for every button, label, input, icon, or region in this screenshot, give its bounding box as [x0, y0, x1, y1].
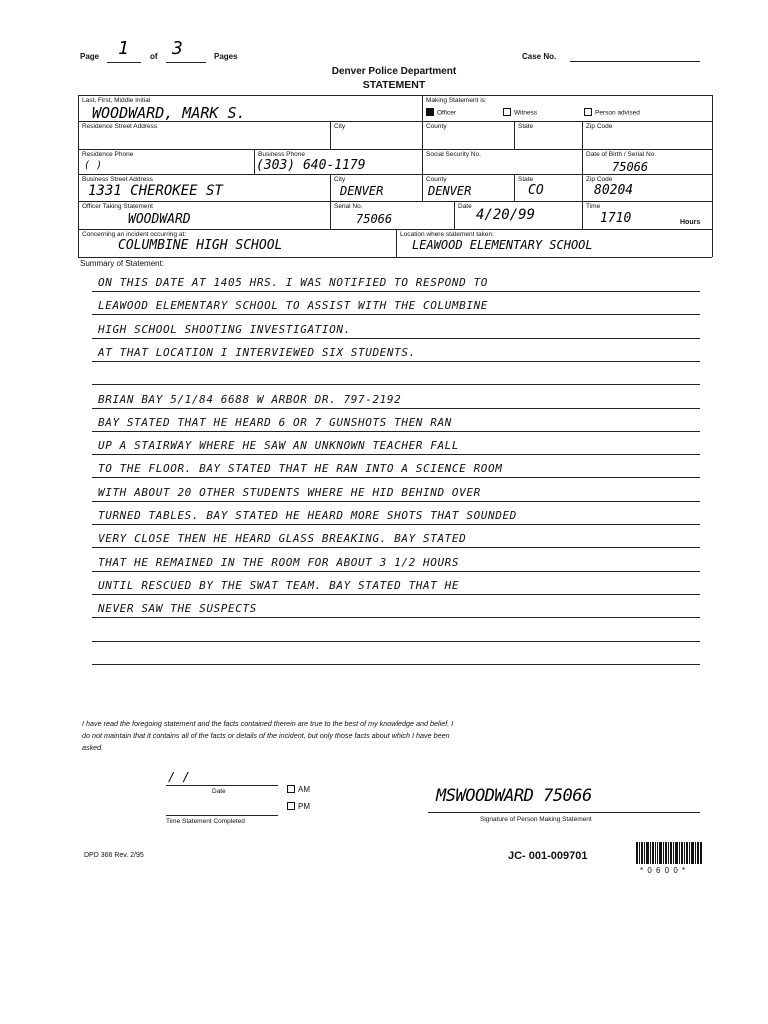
person-advised-checkbox[interactable] — [584, 108, 592, 116]
summary-text-line: LEAWOOD ELEMENTARY SCHOOL TO ASSIST WITH THE COLUMBINE — [98, 299, 489, 312]
case-no-line — [570, 61, 700, 62]
option-person-advised[interactable]: Person advised — [584, 109, 640, 117]
signature-line — [428, 812, 700, 813]
total-pages-value: 3 — [172, 38, 183, 59]
summary-text-line: ON THIS DATE AT 1405 HRS. I WAS NOTIFIED TO RESPOND TO — [98, 276, 489, 289]
officer-value: WOODWARD — [128, 212, 191, 227]
time-label: Time — [586, 203, 601, 210]
business-zip-label: Zip Code — [586, 176, 613, 183]
department-name: Denver Police Department — [331, 66, 457, 77]
time-completed-line — [166, 815, 278, 816]
serial-label: Serial No. — [334, 203, 363, 210]
attestation-text: I have read the foregoing statement and the facts contained therein are true to the best of my knowledge and belief. I do not maintain that it contains all of the facts or details of the incident, but only those facts about which I have been asked. — [82, 719, 454, 752]
concerning-value: COLUMBINE HIGH SCHOOL — [118, 238, 283, 253]
county-label: County — [426, 123, 447, 130]
am-option[interactable]: AM — [287, 786, 310, 794]
business-phone-value: (303) 640-1179 — [256, 158, 366, 173]
pm-checkbox[interactable] — [287, 802, 295, 810]
summary-text-line: BAY STATED THAT HE HEARD 6 OR 7 GUNSHOTS THEN RAN — [98, 416, 452, 429]
summary-text-line: HIGH SCHOOL SHOOTING INVESTIGATION. — [98, 323, 351, 336]
making-statement-label: Making Statement is: — [426, 97, 487, 104]
barcode — [636, 842, 702, 864]
summary-rule-line — [92, 547, 700, 548]
summary-rule-line — [92, 524, 700, 525]
summary-rule-line — [92, 361, 700, 362]
officer-label: Officer Taking Statement — [82, 203, 153, 210]
city-label: City — [334, 123, 346, 130]
signature-label: Signature of Person Making Statement — [480, 816, 592, 823]
summary-rule-line — [92, 454, 700, 455]
officer-checkbox[interactable] — [426, 108, 434, 116]
business-state-value: CO — [528, 183, 544, 198]
location-label: Location where statement taken: — [400, 231, 494, 238]
total-pages-line — [166, 62, 206, 63]
form-bottom-border — [78, 257, 712, 258]
serial-value: 75066 — [356, 212, 393, 226]
footer-date-label: Date — [212, 788, 226, 795]
summary-rule-line — [92, 501, 700, 502]
barcode-graphic — [636, 842, 702, 864]
summary-rule-line — [92, 338, 700, 339]
business-city-value: DENVER — [340, 184, 384, 198]
date-value: 4/20/99 — [476, 207, 536, 223]
summary-rule-line — [92, 431, 700, 432]
option-witness[interactable]: Witness — [503, 109, 537, 117]
date-blank: / / — [168, 770, 190, 784]
page-number-value: 1 — [118, 38, 129, 59]
state-label: State — [518, 123, 534, 130]
summary-rule-line — [92, 477, 700, 478]
summary-text-line: BRIAN BAY 5/1/84 6688 W ARBOR DR. 797-2192 — [98, 393, 402, 406]
summary-text-line: TO THE FLOOR. BAY STATED THAT HE RAN INTO A SCIENCE ROOM — [98, 462, 503, 475]
summary-text-line: UNTIL RESCUED BY THE SWAT TEAM. BAY STATED THAT HE — [98, 579, 460, 592]
date-line — [166, 785, 278, 786]
time-value: 1710 — [600, 211, 632, 226]
concerning-label: Concerning an incident occurring at: — [82, 231, 187, 238]
summary-text-line: UP A STAIRWAY WHERE HE SAW AN UNKNOWN TEACHER FALL — [98, 439, 460, 452]
business-state-label: State — [518, 176, 534, 183]
summary-rule-line — [92, 314, 700, 315]
name-label: Last, First, Middle Initial — [82, 97, 151, 104]
residence-phone-label: Residence Phone — [82, 151, 134, 158]
business-county-value: DENVER — [428, 184, 472, 198]
summary-rule-line — [92, 291, 700, 292]
business-address-value: 1331 CHEROKEE ST — [88, 183, 223, 199]
summary-rule-line — [92, 384, 700, 385]
witness-checkbox[interactable] — [503, 108, 511, 116]
document-id: JC- 001-009701 — [508, 850, 588, 862]
name-value: WOODWARD, MARK S. — [92, 104, 246, 122]
pages-label: Pages — [214, 52, 238, 61]
hours-label: Hours — [680, 219, 701, 226]
location-value: LEAWOOD ELEMENTARY SCHOOL — [412, 238, 593, 252]
business-county-label: County — [426, 176, 447, 183]
ssn-label: Social Security No. — [426, 151, 481, 158]
summary-rule-line — [92, 408, 700, 409]
pm-option[interactable]: PM — [287, 803, 310, 811]
business-address-label: Business Street Address — [82, 176, 153, 183]
signature: MSWOODWARD 75066 — [436, 786, 592, 806]
case-no-label: Case No. — [522, 52, 557, 61]
time-completed-label: Time Statement Completed — [166, 818, 245, 825]
summary-text-line: WITH ABOUT 20 OTHER STUDENTS WHERE HE HID BEHIND OVER — [98, 486, 481, 499]
summary-text-line: VERY CLOSE THEN HE HEARD GLASS BREAKING. BAY STATED — [98, 532, 467, 545]
business-city-label: City — [334, 176, 346, 183]
business-phone-label: Business Phone — [258, 151, 305, 158]
summary-rule-line — [92, 594, 700, 595]
option-officer[interactable]: Officer — [426, 109, 456, 117]
summary-text-line: AT THAT LOCATION I INTERVIEWED SIX STUDENTS. — [98, 346, 416, 359]
summary-text-line: NEVER SAW THE SUSPECTS — [98, 602, 257, 615]
of-label: of — [150, 52, 158, 61]
summary-rule-line — [92, 571, 700, 572]
summary-rule-line — [92, 617, 700, 618]
page-number-line — [107, 62, 141, 63]
form-title: STATEMENT — [362, 79, 426, 91]
summary-rule-line — [92, 641, 700, 642]
form-number: DPD 366 Rev. 2/95 — [84, 852, 144, 859]
business-zip-value: 80204 — [594, 183, 634, 198]
page-label: Page — [80, 52, 100, 61]
summary-rule-line — [92, 664, 700, 665]
date-label: Date — [458, 203, 472, 210]
am-checkbox[interactable] — [287, 785, 295, 793]
barcode-number: * 0 6 0 0 * — [640, 866, 687, 875]
residence-address-label: Residence Street Address — [82, 123, 158, 130]
dob-value: 75066 — [612, 160, 649, 174]
form-top-border — [78, 95, 712, 96]
summary-text-line: THAT HE REMAINED IN THE ROOM FOR ABOUT 3 1/2 HOURS — [98, 556, 460, 569]
summary-label: Summary of Statement: — [80, 259, 165, 268]
residence-phone-value: ( ) — [84, 160, 103, 171]
summary-text-line: TURNED TABLES. BAY STATED HE HEARD MORE SHOTS THAT SOUNDED — [98, 509, 517, 522]
dob-label: Date of Birth / Serial No. — [586, 151, 657, 158]
zip-label: Zip Code — [586, 123, 613, 130]
